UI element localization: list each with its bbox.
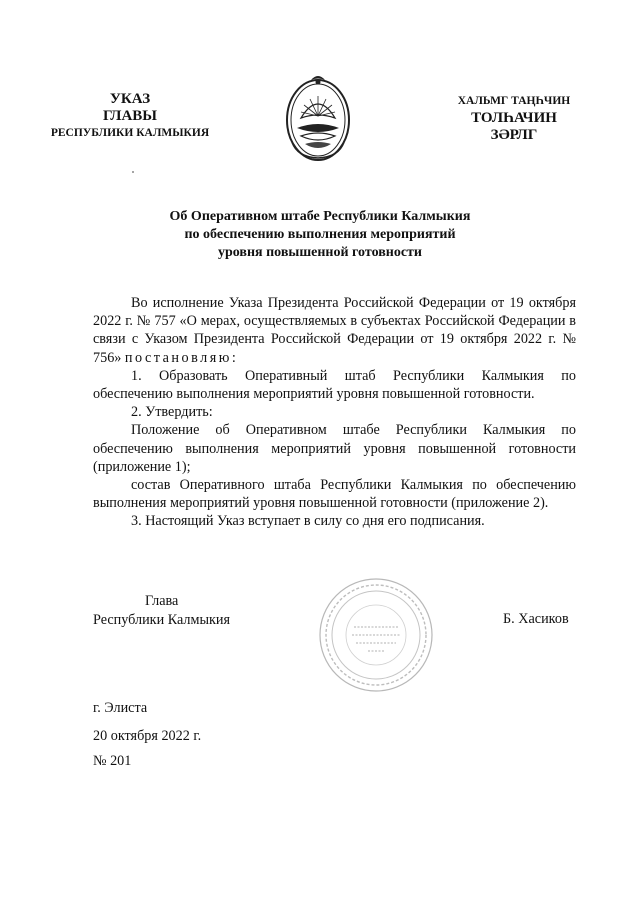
- header-right: [452, 93, 576, 144]
- speck: [132, 171, 134, 173]
- title-line2: по обеспечению выполнения мероприятий: [184, 227, 456, 242]
- header-right-line2: ТОЛҺАЧИН: [471, 110, 557, 126]
- item-2b: состав Оперативного штаба Республики Калмыкия по обеспечению выполнения мероприятий уровня повышенной готовности (приложение 2).: [93, 477, 576, 512]
- signatory-name: Б. Хасиков: [503, 611, 569, 627]
- place: г. Элиста: [93, 700, 148, 716]
- signatory-title-line2: Республики Калмыкия: [93, 612, 231, 628]
- header-right-line1: ХАЛЬМГ ТАҢҺЧИН: [457, 95, 571, 107]
- intro-paragraph: [93, 294, 576, 367]
- header-left: [40, 91, 220, 142]
- header-right-line3: ЗӘРЛГ: [490, 127, 538, 143]
- document-title: [120, 208, 520, 262]
- official-stamp: [316, 575, 436, 695]
- header-left-line1: УКАЗ: [109, 91, 151, 107]
- header-left-line2: ГЛАВЫ: [102, 108, 158, 124]
- document-number: № 201: [93, 753, 132, 769]
- header-left-line3: РЕСПУБЛИКИ КАЛМЫКИЯ: [50, 127, 210, 139]
- title-line1: Об Оперативном штабе Республики Калмыкия: [169, 209, 471, 224]
- item-3: 3. Настоящий Указ вступает в силу со дня его подписания.: [131, 513, 485, 530]
- item-2: 2. Утвердить:: [131, 404, 213, 421]
- date: 20 октября 2022 г.: [93, 728, 202, 744]
- signatory-title: [93, 592, 230, 630]
- signatory-title-line1: Глава: [145, 593, 179, 609]
- item-2a: Положение об Оперативном штабе Республики Калмыкия по обеспечению выполнения мероприятий уровня повышенной готовности (приложение 1);: [93, 422, 576, 475]
- intro-text: Во исполнение Указа Президента Российской Федерации от 19 октября 2022 г. № 757 «О мерах, осуществляемых в субъектах Российской Федерации в связи с Указом Президента Российской Федерации от 19 октября 2022 г. № 756»: [93, 295, 576, 366]
- coat-of-arms-icon: [283, 72, 353, 164]
- title-line3: уровня повышенной готовности: [217, 245, 423, 260]
- document-body: [93, 294, 576, 531]
- decree-word: постановляю:: [124, 349, 239, 366]
- item-1: 1. Образовать Оперативный штаб Республики Калмыкия по обеспечению выполнения мероприятий уровня повышенной готовности.: [93, 367, 576, 403]
